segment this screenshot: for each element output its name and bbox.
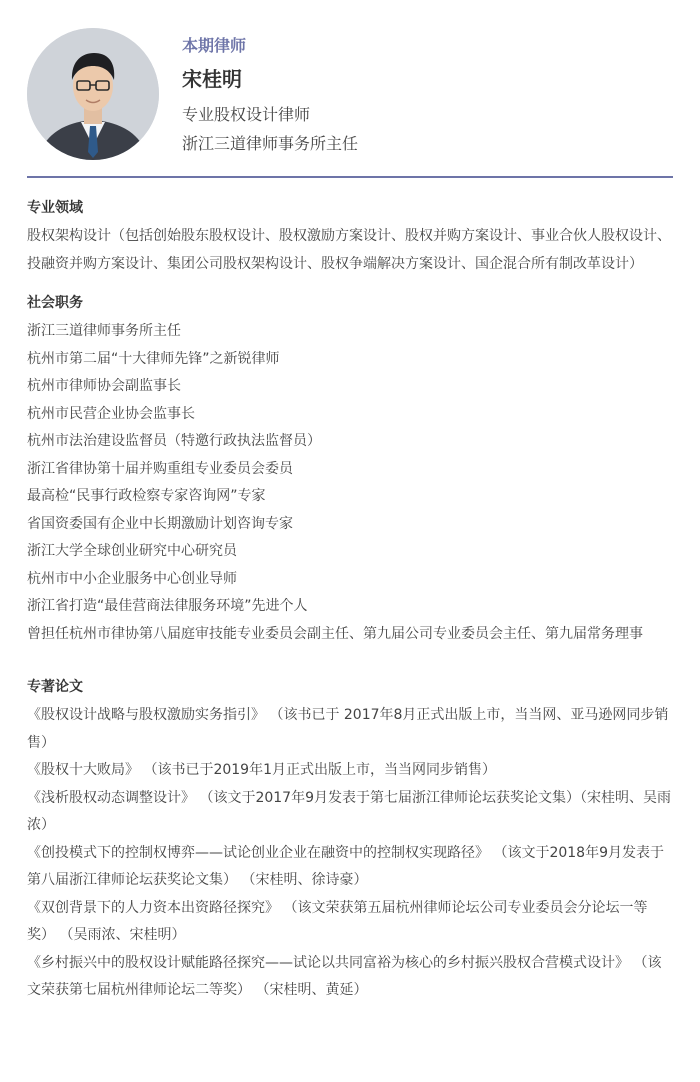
- positions-title: 社会职务: [27, 295, 83, 311]
- lawyer-name: 宋桂明: [182, 67, 242, 91]
- position-item: 浙江大学全球创业研究中心研究员: [27, 543, 237, 559]
- profile-header: [0, 0, 700, 178]
- position-item: 浙江省打造“最佳营商法律服务环境”先进个人: [27, 598, 308, 614]
- position-item: 曾担任杭州市律协第八届庭审技能专业委员会副主任、第九届公司专业委员会主任、第九届常务理事: [27, 625, 643, 642]
- portrait-photo-icon: [27, 28, 159, 160]
- avatar: [27, 28, 159, 160]
- position-item: 浙江三道律师事务所主任: [27, 323, 181, 339]
- position-item: 杭州市中小企业服务中心创业导师: [27, 570, 237, 587]
- publication-item: 《创投模式下的控制权博弈——试论创业企业在融资中的控制权实现路径》 （该文于2018年9月发表于第八届浙江律师论坛获奖论文集） （宋桂明、徐诗豪）: [27, 844, 664, 888]
- lawyer-title: 专业股权设计律师: [182, 105, 311, 124]
- publication-item: 《乡村振兴中的股权设计赋能路径探究——试论以共同富裕为核心的乡村振兴股权合营模式设计》 （该文荣获第七届杭州律师论坛二等奖） （宋桂明、黄延）: [27, 954, 662, 998]
- positions-section: [27, 292, 673, 648]
- position-item: 省国资委国有企业中长期激励计划咨询专家: [27, 515, 293, 532]
- publications-section: [27, 676, 673, 1005]
- position-item: 杭州市第二届“十大律师先锋”之新锐律师: [27, 350, 280, 367]
- position-item: 最高检“民事行政检察专家咨询网”专家: [27, 488, 266, 504]
- section-kicker: 本期律师: [182, 36, 247, 55]
- publication-item: 《浅析股权动态调整设计》 （该文于2017年9月发表于第七届浙江律师论坛获奖论文集）（宋桂明、吴雨浓）: [27, 789, 671, 833]
- lawyer-firm-position: 浙江三道律师事务所主任: [182, 134, 359, 153]
- publication-item: 《股权十大败局》 （该书已于2019年1月正式出版上市，当当网同步销售）: [27, 762, 496, 778]
- publication-item: 《股权设计战略与股权激励实务指引》 （该书已于 2017年8月正式出版上市，当当网、亚马逊网同步销售）: [27, 707, 669, 751]
- position-item: 杭州市法治建设监督员（特邀行政执法监督员）: [27, 433, 321, 449]
- position-item: 浙江省律协第十届并购重组专业委员会委员: [27, 460, 293, 477]
- position-item: 杭州市律师协会副监事长: [27, 378, 181, 394]
- header-divider: [27, 176, 673, 178]
- profile-content: [27, 197, 673, 1019]
- expertise-section: [27, 197, 673, 278]
- expertise-text: 股权架构设计（包括创始股东股权设计、股权激励方案设计、股权并购方案设计、事业合伙人股权设计、投融资并购方案设计、集团公司股权架构设计、股权争端解决方案设计、国企混合所有制改革设计）: [27, 228, 671, 272]
- position-item: 杭州市民营企业协会监事长: [27, 405, 195, 422]
- publication-item: 《双创背景下的人力资本出资路径探究》 （该文荣获第五届杭州律师论坛公司专业委员会分论坛一等奖） （吴雨浓、宋桂明）: [27, 899, 648, 943]
- expertise-title: 专业领域: [27, 200, 83, 216]
- publications-title: 专著论文: [27, 679, 83, 695]
